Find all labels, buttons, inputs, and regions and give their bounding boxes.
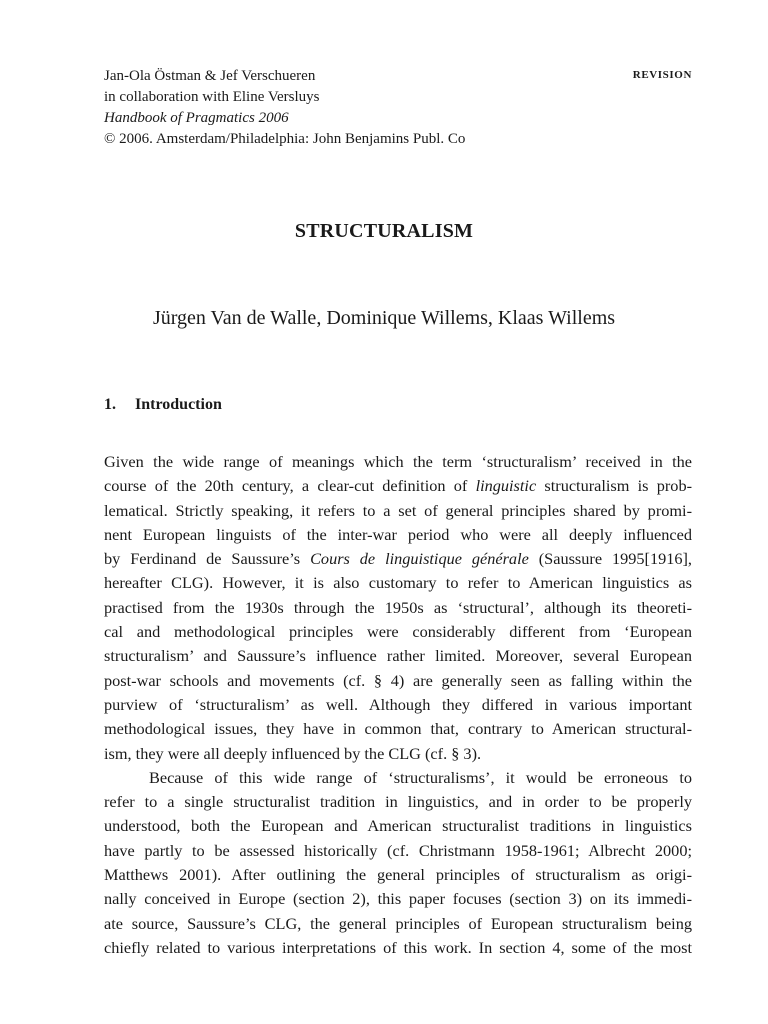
text-line: have partly to be assessed historically (cf. Christmann 1958-1961; Albrecht 2000; xyxy=(104,840,692,860)
article-authors: Jürgen Van de Walle, Dominique Willems, Klaas Willems xyxy=(152,307,616,329)
text-line: lematical. Strictly speaking, it refers to a set of general principles shared by promi- xyxy=(104,500,692,520)
text-line: nent European linguists of the inter-war period who were all deeply influenced xyxy=(104,524,692,544)
text-line: nally conceived in Europe (section 2), this paper focuses (section 3) on its immedi- xyxy=(104,889,692,909)
revision-label: REVISION xyxy=(632,69,692,81)
text-line: hereafter CLG). However, it is also customary to refer to American linguistics as xyxy=(104,573,692,593)
text-line: practised from the 1930s through the 1950s as ‘structural’, although its theoreti- xyxy=(104,597,692,617)
text-line: Because of this wide range of ‘structuralisms’, it would be erroneous to xyxy=(149,767,692,787)
header-book-title: Handbook of Pragmatics 2006 xyxy=(104,110,289,126)
header-collaboration: in collaboration with Eline Versluys xyxy=(104,89,320,105)
text-line: ate source, Saussure’s CLG, the general principles of European structuralism being xyxy=(104,913,692,933)
text-line: ism, they were all deeply influenced by the CLG (cf. § 3). xyxy=(104,743,482,763)
text-line: purview of ‘structuralism’ as well. Although they differed in various important xyxy=(104,694,692,714)
article-title: STRUCTURALISM xyxy=(294,220,474,242)
running-header xyxy=(104,66,692,150)
text-line: understood, both the European and American structuralist traditions in linguistics xyxy=(104,816,692,836)
text-line: course of the 20th century, a clear-cut definition of linguistic structuralism is prob- xyxy=(104,476,693,496)
section-title: Introduction xyxy=(135,396,222,413)
header-editors: Jan-Ola Östman & Jef Verschueren xyxy=(104,68,316,84)
text-line: cal and methodological principles were considerably different from ‘European xyxy=(104,622,692,642)
emphasis-linguistic: linguistic xyxy=(475,476,537,496)
text-line: structuralism’ and Saussure’s influence rather limited. Moreover, several European xyxy=(104,646,692,666)
text-line: Given the wide range of meanings which the term ‘structuralism’ received in the xyxy=(104,452,692,471)
article-body xyxy=(104,450,692,960)
text-line: refer to a single structuralist tradition in linguistics, and in order to be properly xyxy=(104,792,692,812)
paragraph-2 xyxy=(104,766,692,960)
section-number: 1. xyxy=(104,396,116,413)
header-copyright: © 2006. Amsterdam/Philadelphia: John Benjamins Publ. Co xyxy=(104,131,466,147)
text-line: post-war schools and movements (cf. § 4) are generally seen as falling within the xyxy=(104,670,692,690)
paragraph-1 xyxy=(104,450,692,766)
book-title-cours: Cours de linguistique générale xyxy=(310,549,529,569)
text-line: by Ferdinand de Saussure’s Cours de linguistique générale (Saussure 1995[1916], xyxy=(104,549,692,569)
section-heading xyxy=(104,396,222,414)
text-line: methodological issues, they have in common that, contrary to American structural- xyxy=(104,719,692,739)
text-line: chiefly related to various interpretations of this work. In section 4, some of the most xyxy=(104,937,692,957)
text-line: Matthews 2001). After outlining the general principles of structuralism as origi- xyxy=(104,865,692,885)
